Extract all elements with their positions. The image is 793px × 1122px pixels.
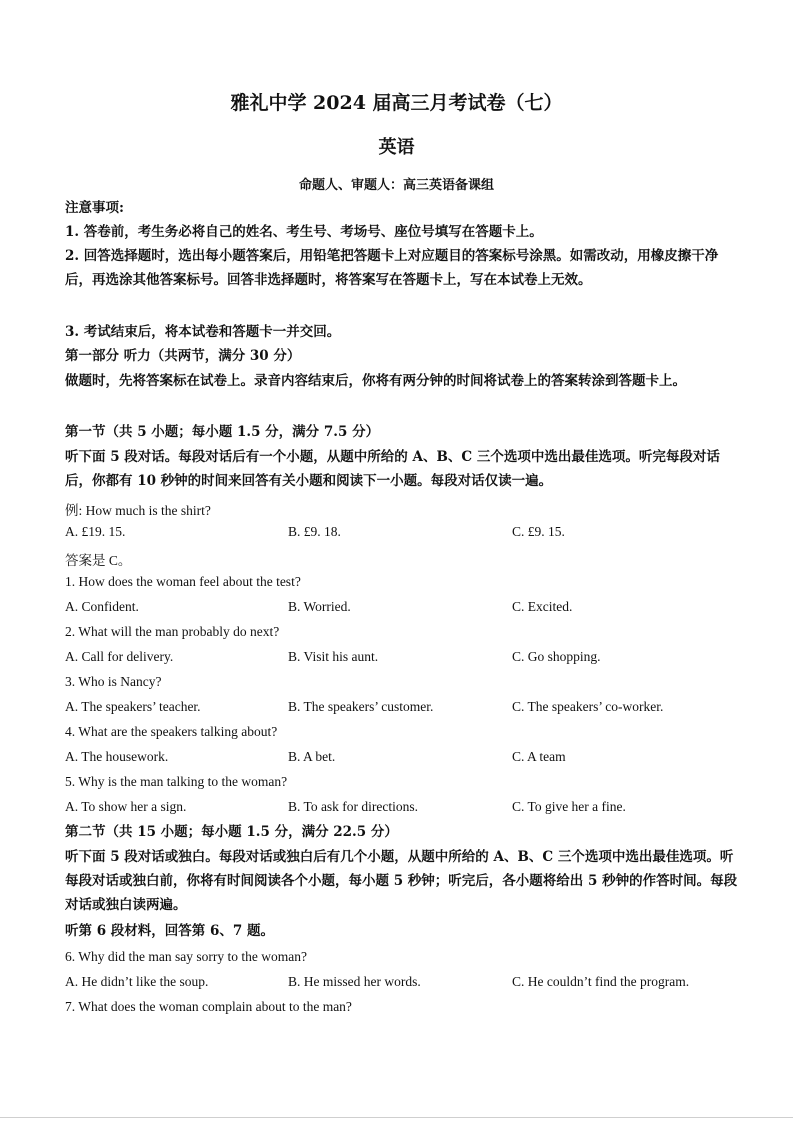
- part1-heading: 第一部分 听力（共两节，满分 30 分）: [65, 348, 301, 364]
- authors-line: 命题人、审题人：高三英语备课组: [298, 178, 494, 193]
- question-2: 2. What will the man probably do next?: [65, 624, 280, 639]
- example-option-a: A. £19. 15.: [65, 524, 126, 539]
- section2-instruction: 听下面 5 段对话或独白。每段对话或独白后有几个小题，从题中所给的 A、B、C 三个选项中选出最佳选项。听每段对话或独白前，你将有时间阅读各个小题，每小题 5 秒钟；听完后，各小题将给出 5 秒钟的作答时间。每段对话或独白读两遍。: [65, 849, 738, 913]
- question-6: 6. Why did the man say sorry to the woman?: [65, 949, 307, 964]
- part1-instruction: 做题时，先将答案标在试卷上。录音内容结束后，你将有两分钟的时间将试卷上的答案转涂到答题卡上。: [65, 373, 686, 389]
- question-1: 1. How does the woman feel about the test?: [65, 574, 301, 589]
- q2-option-b: B. Visit his aunt.: [288, 649, 379, 664]
- section1-instruction: 听下面 5 段对话。每段对话后有一个小题，从题中所给的 A、B、C 三个选项中选出最佳选项。听完每段对话后，你都有 10 秒钟的时间来回答有关小题和阅读下一小题。每段对话仅读一遍。: [65, 449, 720, 489]
- example-option-c: C. £9. 15.: [512, 524, 565, 539]
- example-answer: 答案是 C。: [65, 553, 132, 568]
- notice-item-2: 2. 回答选择题时，选出每小题答案后，用铅笔把答题卡上对应题目的答案标号涂黑。如需改动，用橡皮擦干净后，再选涂其他答案标号。回答非选择题时，将答案写在答题卡上，写在本试卷上无效。: [65, 248, 719, 288]
- q5-option-b: B. To ask for directions.: [288, 799, 419, 814]
- q3-option-c: C. The speakers’ co-worker.: [512, 699, 664, 714]
- q4-option-a: A. The housework.: [65, 749, 169, 764]
- q6-option-c: C. He couldn’t find the program.: [512, 974, 690, 989]
- question-3: 3. Who is Nancy?: [65, 674, 162, 689]
- notice-item-3: 3. 考试结束后，将本试卷和答题卡一并交回。: [65, 324, 341, 340]
- exam-title: 雅礼中学 2024 届高三月考试卷（七）: [230, 92, 563, 114]
- q5-option-c: C. To give her a fine.: [512, 799, 626, 814]
- question-5: 5. Why is the man talking to the woman?: [65, 774, 288, 789]
- q4-option-c: C. A team: [512, 749, 566, 764]
- example-question: 例: How much is the shirt?: [65, 503, 211, 518]
- q1-option-c: C. Excited.: [512, 599, 573, 614]
- q3-option-a: A. The speakers’ teacher.: [65, 699, 201, 714]
- question-4: 4. What are the speakers talking about?: [65, 724, 278, 739]
- material-6-heading: 听第 6 段材料，回答第 6、7 题。: [65, 923, 274, 939]
- q1-option-a: A. Confident.: [65, 599, 139, 614]
- q5-option-a: A. To show her a sign.: [65, 799, 187, 814]
- page-bottom-rule: [0, 1117, 793, 1118]
- q6-option-a: A. He didn’t like the soup.: [65, 974, 209, 989]
- notice-heading: 注意事项:: [65, 200, 124, 216]
- question-7: 7. What does the woman complain about to the man?: [65, 999, 352, 1014]
- q3-option-b: B. The speakers’ customer.: [288, 699, 434, 714]
- section2-heading: 第二节（共 15 小题；每小题 1.5 分，满分 22.5 分）: [65, 824, 398, 840]
- q2-option-a: A. Call for delivery.: [65, 649, 174, 664]
- notice-item-1: 1. 答卷前，考生务必将自己的姓名、考生号、考场号、座位号填写在答题卡上。: [65, 224, 543, 240]
- subject-title: 英语: [378, 137, 415, 158]
- q6-option-b: B. He missed her words.: [288, 974, 421, 989]
- section1-heading: 第一节（共 5 小题；每小题 1.5 分，满分 7.5 分）: [65, 424, 380, 440]
- q1-option-b: B. Worried.: [288, 599, 351, 614]
- q2-option-c: C. Go shopping.: [512, 649, 601, 664]
- q4-option-b: B. A bet.: [288, 749, 336, 764]
- example-option-b: B. £9. 18.: [288, 524, 341, 539]
